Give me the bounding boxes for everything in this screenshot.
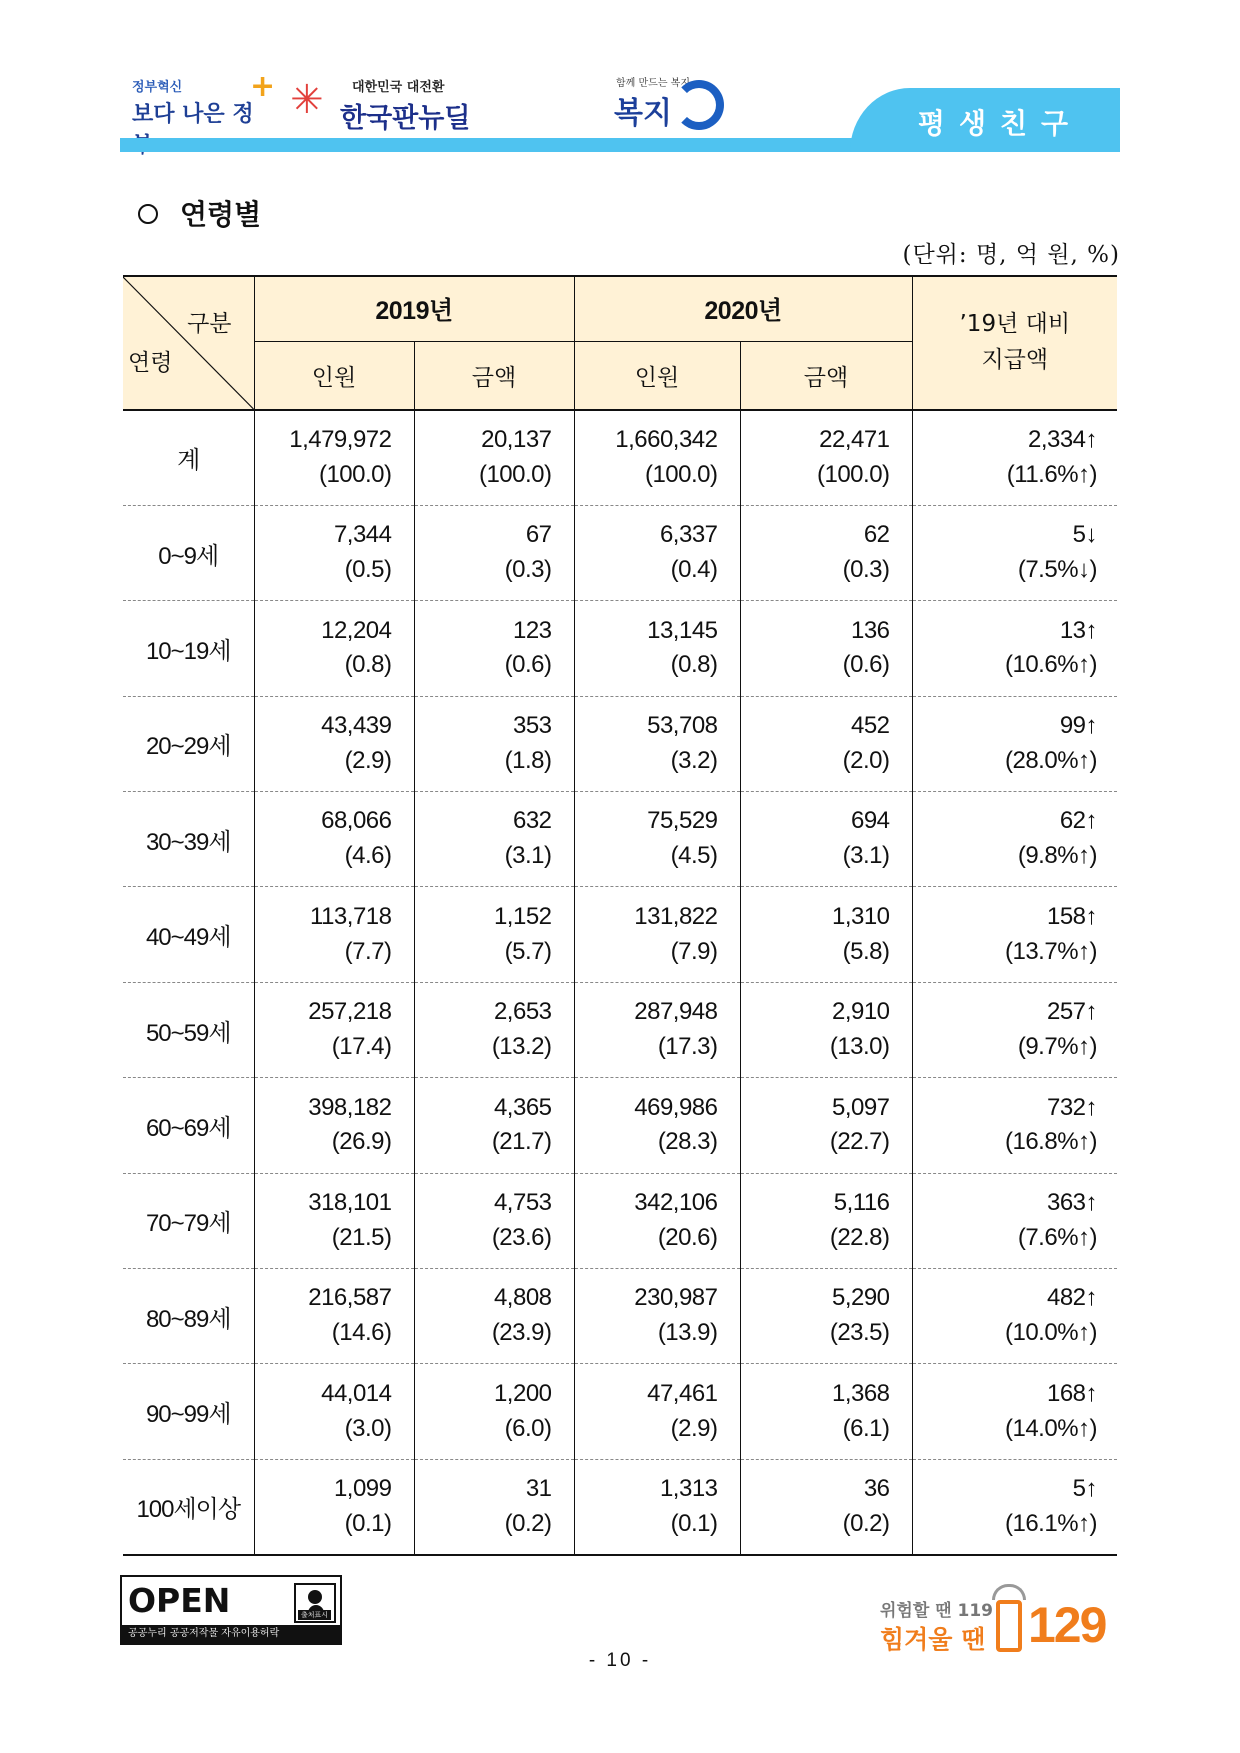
amount-change: 363↑ xyxy=(1046,1189,1098,1217)
value: 4,753 xyxy=(493,1189,552,1217)
share-percent: (0.8) xyxy=(344,651,392,679)
value: 2,653 xyxy=(493,998,552,1026)
value: 43,439 xyxy=(321,712,392,740)
plus-icon: + xyxy=(250,69,276,104)
table-row xyxy=(123,505,1117,600)
value: 398,182 xyxy=(308,1093,392,1121)
logo1-small-text: 정부혁신 xyxy=(132,80,183,95)
share-percent: (0.6) xyxy=(504,651,552,679)
share-percent: (20.6) xyxy=(657,1223,718,1251)
change-rate: (13.7%↑) xyxy=(1004,937,1098,965)
change-rate: (28.0%↑) xyxy=(1004,746,1098,774)
age-table xyxy=(123,275,1117,1556)
share-percent: (5.8) xyxy=(842,937,890,965)
amount-change: 5↑ xyxy=(1072,1474,1098,1502)
share-percent: (4.6) xyxy=(344,842,392,870)
share-percent: (17.4) xyxy=(331,1033,392,1061)
value: 5,097 xyxy=(831,1093,890,1121)
value-cell xyxy=(574,601,740,696)
table-row xyxy=(123,1459,1117,1554)
gov-innovation-logo xyxy=(132,69,276,134)
value-cell xyxy=(254,1364,414,1459)
share-percent: (5.7) xyxy=(504,937,552,965)
age-group-text: 50~59세 xyxy=(145,1019,231,1047)
age-group-label xyxy=(123,1269,254,1364)
share-percent: (100.0) xyxy=(644,460,718,488)
header-tab xyxy=(850,88,1120,152)
change-rate: (16.8%↑) xyxy=(1004,1128,1098,1156)
value-cell xyxy=(574,505,740,600)
value: 216,587 xyxy=(308,1284,392,1312)
share-percent: (1.8) xyxy=(504,746,552,774)
value-cell xyxy=(740,1173,912,1268)
signal-wave-icon xyxy=(992,1584,1026,1600)
value: 469,986 xyxy=(634,1093,718,1121)
header-compare-line1: ’19년 대비 xyxy=(959,311,1071,338)
value: 1,313 xyxy=(659,1474,718,1502)
value: 318,101 xyxy=(308,1189,392,1217)
age-group-label xyxy=(123,792,254,887)
table-row xyxy=(123,792,1117,887)
diagonal-line xyxy=(123,277,254,409)
value: 287,948 xyxy=(634,998,718,1026)
hotline-line2: 힘겨울 땐 xyxy=(880,1625,986,1654)
value-cell xyxy=(254,410,414,505)
value-cell xyxy=(574,696,740,791)
share-percent: (0.1) xyxy=(344,1509,392,1537)
value-cell xyxy=(574,1364,740,1459)
value-cell xyxy=(254,1269,414,1364)
amount-change: 168↑ xyxy=(1046,1379,1098,1407)
value-cell xyxy=(414,1364,574,1459)
table-row xyxy=(123,982,1117,1077)
value: 53,708 xyxy=(647,712,718,740)
value-cell xyxy=(414,1078,574,1173)
value: 67 xyxy=(525,521,552,549)
table-row xyxy=(123,1173,1117,1268)
age-group-text: 0~9세 xyxy=(158,542,219,570)
value-cell xyxy=(740,1269,912,1364)
amount-change: 99↑ xyxy=(1059,712,1098,740)
value-cell xyxy=(254,1173,414,1268)
share-percent: (21.7) xyxy=(491,1128,552,1156)
value: 13,145 xyxy=(647,616,718,644)
circle-bullet-icon xyxy=(138,204,158,224)
value: 1,200 xyxy=(493,1379,552,1407)
change-rate: (14.0%↑) xyxy=(1004,1414,1098,1442)
value-cell xyxy=(254,792,414,887)
value-cell xyxy=(254,696,414,791)
value-cell xyxy=(740,1078,912,1173)
hotline-line1: 위험할 땐 119 xyxy=(880,1601,994,1621)
share-percent: (3.2) xyxy=(670,746,718,774)
age-group-label xyxy=(123,982,254,1077)
value-cell xyxy=(740,505,912,600)
corner-top-label: 구분 xyxy=(187,311,232,337)
share-percent: (23.5) xyxy=(829,1319,890,1347)
value: 12,204 xyxy=(321,616,392,644)
value: 2,910 xyxy=(831,998,890,1026)
logo2-big-text: 한국판뉴딜 xyxy=(340,103,471,134)
share-percent: (17.3) xyxy=(657,1033,718,1061)
share-percent: (3.1) xyxy=(842,842,890,870)
share-percent: (23.9) xyxy=(491,1319,552,1347)
value: 694 xyxy=(850,807,890,835)
value: 353 xyxy=(512,712,552,740)
value-cell xyxy=(414,1459,574,1554)
share-percent: (28.3) xyxy=(657,1128,718,1156)
logo3-small-text: 함께 만드는 복지 xyxy=(616,78,690,89)
age-group-label xyxy=(123,601,254,696)
share-percent: (0.2) xyxy=(504,1509,552,1537)
table-body xyxy=(123,410,1117,1555)
share-percent: (6.1) xyxy=(842,1414,890,1442)
compare-cell xyxy=(912,1269,1117,1364)
table-row xyxy=(123,601,1117,696)
value: 20,137 xyxy=(481,426,552,454)
share-percent: (3.0) xyxy=(344,1414,392,1442)
value: 131,822 xyxy=(634,902,718,930)
value-cell xyxy=(740,1459,912,1554)
value: 123 xyxy=(512,616,552,644)
share-percent: (13.0) xyxy=(829,1033,890,1061)
age-group-label xyxy=(123,1364,254,1459)
share-percent: (22.7) xyxy=(829,1128,890,1156)
value-cell xyxy=(254,1459,414,1554)
change-rate: (10.0%↑) xyxy=(1004,1319,1098,1347)
share-percent: (13.9) xyxy=(657,1319,718,1347)
value: 22,471 xyxy=(819,426,890,454)
corner-header xyxy=(123,276,254,410)
header-2020-amount: 금액 xyxy=(740,341,912,410)
header-2020: 2020년 xyxy=(574,276,912,341)
value-cell xyxy=(414,887,574,982)
starburst-icon: ✳ xyxy=(290,77,324,123)
value-cell xyxy=(574,1459,740,1554)
header-compare xyxy=(912,276,1117,410)
value: 5,116 xyxy=(833,1189,890,1217)
value: 7,344 xyxy=(333,521,392,549)
share-percent: (2.0) xyxy=(842,746,890,774)
value-cell xyxy=(254,1078,414,1173)
page-number: - 10 - xyxy=(588,1650,652,1671)
value: 113,718 xyxy=(310,902,392,930)
value: 1,479,972 xyxy=(289,426,392,454)
share-percent: (100.0) xyxy=(816,460,890,488)
age-group-label xyxy=(123,1173,254,1268)
compare-cell xyxy=(912,1173,1117,1268)
share-percent: (0.8) xyxy=(670,651,718,679)
value-cell xyxy=(414,1269,574,1364)
share-percent: (21.5) xyxy=(331,1223,392,1251)
amount-change: 732↑ xyxy=(1046,1093,1098,1121)
value: 1,099 xyxy=(333,1474,392,1502)
age-group-text: 80~89세 xyxy=(145,1305,231,1333)
value: 6,337 xyxy=(659,521,718,549)
amount-change: 13↑ xyxy=(1059,616,1098,644)
header-2019: 2019년 xyxy=(254,276,574,341)
compare-cell xyxy=(912,1078,1117,1173)
value-cell xyxy=(254,601,414,696)
amount-change: 2,334↑ xyxy=(1027,426,1098,454)
section-title-text: 연령별 xyxy=(180,198,262,231)
amount-change: 257↑ xyxy=(1046,998,1098,1026)
value-cell xyxy=(574,887,740,982)
share-percent: (23.6) xyxy=(491,1223,552,1251)
share-percent: (0.3) xyxy=(842,556,890,584)
open-logo-text: OPEN xyxy=(128,1581,231,1620)
value: 257,218 xyxy=(308,998,392,1026)
hotline-number: 129 xyxy=(1028,1597,1106,1653)
header-compare-line2: 지급액 xyxy=(981,347,1049,373)
logo1-big-text: 보다 나은 정 xyxy=(132,102,254,127)
value-cell xyxy=(414,696,574,791)
value-cell xyxy=(740,792,912,887)
open-logo-band: 공공누리 공공저작물 자유이용허락 xyxy=(122,1625,340,1643)
change-rate: (9.7%↑) xyxy=(1017,1033,1098,1061)
share-percent: (0.4) xyxy=(670,556,718,584)
value-cell xyxy=(254,982,414,1077)
table-row xyxy=(123,887,1117,982)
compare-cell xyxy=(912,792,1117,887)
header-2019-people: 인원 xyxy=(254,341,414,410)
value-cell xyxy=(574,1269,740,1364)
share-percent: (26.9) xyxy=(331,1128,392,1156)
compare-cell xyxy=(912,1459,1117,1554)
change-rate: (9.8%↑) xyxy=(1017,842,1098,870)
compare-cell xyxy=(912,410,1117,505)
table-row xyxy=(123,1078,1117,1173)
value: 1,152 xyxy=(493,902,552,930)
value-cell xyxy=(414,1173,574,1268)
compare-cell xyxy=(912,1364,1117,1459)
value: 136 xyxy=(850,616,890,644)
value: 4,808 xyxy=(493,1284,552,1312)
change-rate: (16.1%↑) xyxy=(1004,1509,1098,1537)
table-row xyxy=(123,696,1117,791)
table-row xyxy=(123,410,1117,505)
share-percent: (2.9) xyxy=(344,746,392,774)
value: 452 xyxy=(850,712,890,740)
table-row xyxy=(123,1364,1117,1459)
value-cell xyxy=(740,887,912,982)
value-cell xyxy=(740,410,912,505)
share-percent: (14.6) xyxy=(331,1319,392,1347)
section-title xyxy=(138,193,261,233)
value-cell xyxy=(574,982,740,1077)
value-cell xyxy=(574,792,740,887)
kogl-open-logo xyxy=(120,1575,342,1645)
value-cell xyxy=(414,982,574,1077)
corner-bottom-label: 연령 xyxy=(128,350,173,376)
share-percent: (0.1) xyxy=(670,1509,718,1537)
share-percent: (13.2) xyxy=(491,1033,552,1061)
amount-change: 62↑ xyxy=(1059,807,1098,835)
share-percent: (3.1) xyxy=(504,842,552,870)
share-percent: (4.5) xyxy=(670,842,718,870)
unit-note: (단위: 명, 억 원, %) xyxy=(902,242,1120,268)
value: 1,310 xyxy=(831,902,890,930)
share-percent: (0.3) xyxy=(504,556,552,584)
share-percent: (0.2) xyxy=(842,1509,890,1537)
value: 1,660,342 xyxy=(615,426,718,454)
age-group-text: 20~29세 xyxy=(145,733,231,761)
header-tab-label: 평생친구 xyxy=(917,107,1083,140)
value-cell xyxy=(740,696,912,791)
value: 342,106 xyxy=(634,1189,718,1217)
age-group-text: 60~69세 xyxy=(145,1114,231,1142)
value: 68,066 xyxy=(321,807,392,835)
value-cell xyxy=(414,601,574,696)
korean-new-deal-logo xyxy=(290,74,490,134)
value-cell xyxy=(740,1364,912,1459)
age-group-label xyxy=(123,1078,254,1173)
value-cell xyxy=(574,410,740,505)
share-percent: (100.0) xyxy=(318,460,392,488)
header-2020-people: 인원 xyxy=(574,341,740,410)
share-percent: (100.0) xyxy=(478,460,552,488)
phone-icon xyxy=(996,1600,1022,1652)
value-cell xyxy=(414,792,574,887)
compare-cell xyxy=(912,887,1117,982)
value: 44,014 xyxy=(321,1379,392,1407)
share-percent: (6.0) xyxy=(504,1414,552,1442)
change-rate: (10.6%↑) xyxy=(1004,651,1098,679)
age-group-label xyxy=(123,410,254,505)
change-rate: (7.5%↓) xyxy=(1017,556,1098,584)
share-percent: (2.9) xyxy=(670,1414,718,1442)
value-cell xyxy=(740,982,912,1077)
compare-cell xyxy=(912,505,1117,600)
share-percent: (0.5) xyxy=(344,556,392,584)
age-group-label xyxy=(123,696,254,791)
age-group-label xyxy=(123,887,254,982)
age-group-text: 계 xyxy=(177,447,200,475)
value: 47,461 xyxy=(647,1379,718,1407)
page-header xyxy=(120,60,1120,156)
compare-cell xyxy=(912,982,1117,1077)
change-rate: (7.6%↑) xyxy=(1017,1223,1098,1251)
value: 230,987 xyxy=(634,1284,718,1312)
value: 62 xyxy=(863,521,890,549)
hotline-logo xyxy=(880,1590,1120,1656)
header-2019-amount: 금액 xyxy=(414,341,574,410)
logo2-small-text: 대한민국 대전환 xyxy=(352,80,445,95)
amount-change: 482↑ xyxy=(1046,1284,1098,1312)
value-cell xyxy=(574,1173,740,1268)
age-group-text: 70~79세 xyxy=(145,1210,231,1238)
attribution-label: 출처표시 xyxy=(298,1610,331,1620)
value-cell xyxy=(254,505,414,600)
change-rate: (11.6%↑) xyxy=(1006,460,1098,488)
age-group-label xyxy=(123,505,254,600)
share-percent: (7.9) xyxy=(670,937,718,965)
value-cell xyxy=(254,887,414,982)
value-cell xyxy=(414,410,574,505)
value-cell xyxy=(740,601,912,696)
attribution-icon xyxy=(294,1583,336,1623)
share-percent: (0.6) xyxy=(842,651,890,679)
value-cell xyxy=(574,1078,740,1173)
age-group-text: 30~39세 xyxy=(145,828,231,856)
compare-cell xyxy=(912,601,1117,696)
value-cell xyxy=(414,505,574,600)
logo3-big-text: 복지 xyxy=(614,96,672,131)
amount-change: 5↓ xyxy=(1072,521,1098,549)
share-percent: (22.8) xyxy=(829,1223,890,1251)
age-group-text: 90~99세 xyxy=(145,1401,231,1429)
ring-icon xyxy=(674,80,724,130)
amount-change: 158↑ xyxy=(1046,902,1098,930)
value: 5,290 xyxy=(831,1284,890,1312)
table-row xyxy=(123,1269,1117,1364)
value: 36 xyxy=(863,1474,890,1502)
age-group-label xyxy=(123,1459,254,1554)
age-group-text: 40~49세 xyxy=(145,924,231,952)
compare-cell xyxy=(912,696,1117,791)
welfare-logo xyxy=(608,72,738,136)
value: 75,529 xyxy=(647,807,718,835)
value: 31 xyxy=(525,1474,552,1502)
value: 4,365 xyxy=(493,1093,552,1121)
value: 632 xyxy=(512,807,552,835)
share-percent: (7.7) xyxy=(344,937,392,965)
age-group-text: 10~19세 xyxy=(145,637,231,665)
value: 1,368 xyxy=(831,1379,890,1407)
age-group-text: 100세이상 xyxy=(136,1496,241,1524)
